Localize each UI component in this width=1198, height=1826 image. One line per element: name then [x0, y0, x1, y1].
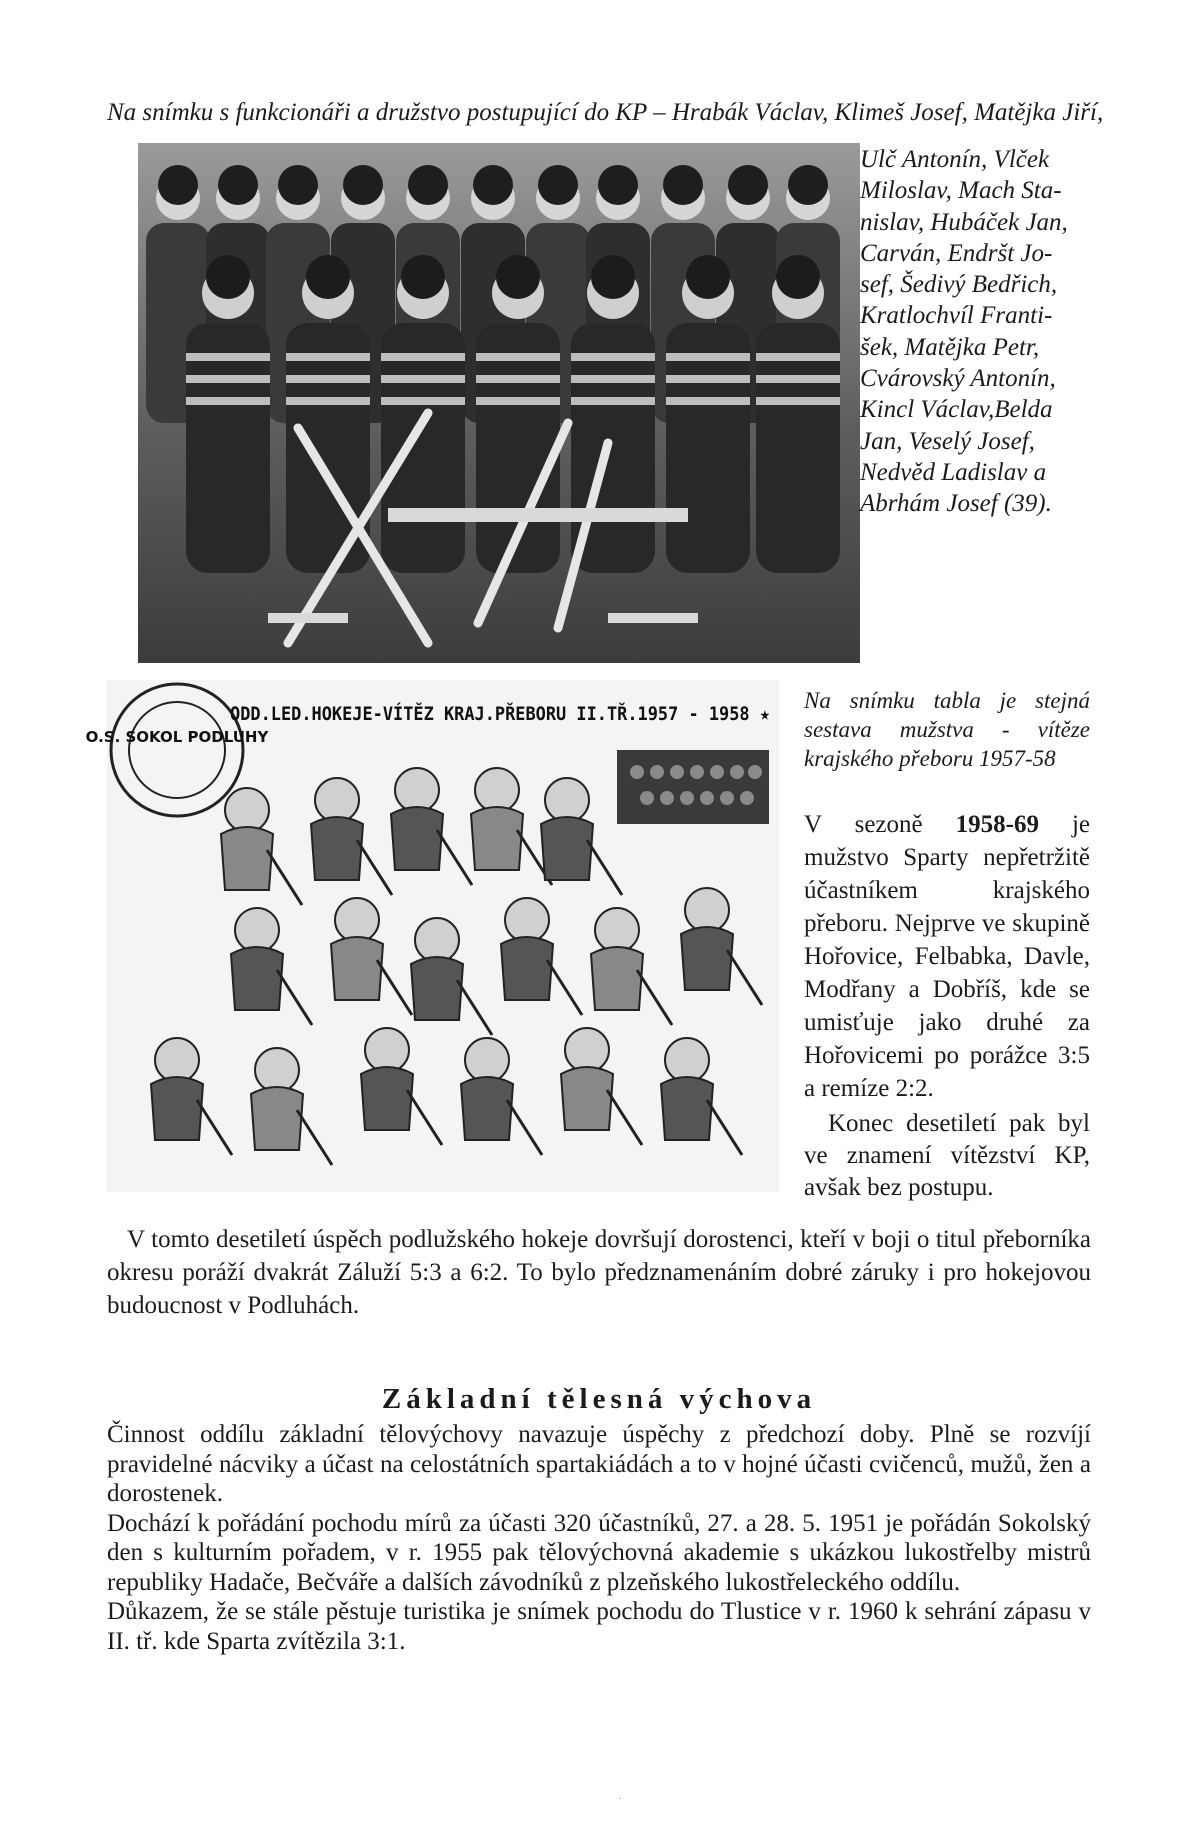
- section-heading: Základní tělesná výchova: [381, 1383, 817, 1415]
- team-names-line: sef, Šedivý Bedřich,: [860, 271, 1058, 299]
- team-photo-image: [138, 143, 860, 663]
- section-paragraph: Důkazem, že se stále pěstuje turistika je snímek pochodu do Tlustice v r. 1960 k sehrání zápasu v II. tř. kde Sparta zvítězila 3:1.: [107, 1598, 1091, 1655]
- team-names-line: Carván, Endršt Jo-: [860, 239, 1053, 267]
- page-speck: ·: [618, 1791, 622, 1805]
- team-names-line: Kratlochvíl Franti-: [860, 302, 1053, 330]
- section-paragraph: Dochází k pořádání pochodu mírů za účasti 320 účastníků, 27. a 28. 5. 1951 je pořádán Sokolský den s kulturním pořadem, v r. 1955 pak tělovýchovná akademie s ukázkou lukostřelby mistrů republiky Hadače, Bečváře a dalších závodníků z plzeňského lukostřeleckého oddílu.: [107, 1509, 1091, 1596]
- season-years: 1958-69: [955, 811, 1039, 838]
- team-names-line: Miloslav, Mach Sta-: [860, 177, 1062, 205]
- team-names-line: Jan, Veselý Josef,: [860, 427, 1035, 455]
- tablo-badge-text: O.S. SOKOL PODLUHY: [85, 728, 269, 746]
- season-text-after: je mužstvo Sparty nepřetržitě účastníkem krajského přeboru. Nejprve ve skupině Hořovice, Felbabka, Davle, Modřany a Dobříš, kde se umisťuje jako druhé za Hořovicemi po porážce 3:5 a remíze 2:2.: [804, 811, 1090, 1102]
- team-tablo-image: [85, 680, 837, 1192]
- decade-end-paragraph: Konec desetiletí pak byl ve znamení vítězství KP, avšak bez postupu.: [804, 1110, 1090, 1201]
- tablo-banner-text: ODD.LED.HOKEJE-VÍTĚZ KRAJ.PŘEBORU II.TŘ.1957 - 1958 ★: [230, 703, 837, 725]
- tablo-caption: Na snímku tabla je stejná sestava mužstva - vítěze krajského přeboru 1957-58: [804, 688, 1090, 771]
- tablo-drawing: [85, 680, 837, 1192]
- juniors-paragraph: V tomto desetiletí úspěch podlužského hokeje dovršují dorostenci, kteří v boji o titul přeborníka okresu poráží dvakrát Záluží 5:3 a 6:2. To bylo předznamenáním dobré záruky i pro hokejovou budoucnost v Podluhách.: [107, 1226, 1091, 1319]
- team-names-line: Kincl Václav,Belda: [860, 396, 1053, 424]
- team-names-line: Ulč Antonín, Vlček: [860, 146, 1050, 173]
- team-names-line: šek, Matějka Petr,: [860, 333, 1040, 361]
- season-text-before: V sezoně: [804, 811, 956, 838]
- team-names-line: nislav, Hubáček Jan,: [860, 208, 1068, 236]
- section-body: [107, 1420, 1091, 1656]
- team-names-line: Abrhám Josef (39).: [860, 490, 1052, 518]
- team-names-caption: [860, 144, 1088, 520]
- team-names-line: Cvárovský Antonín,: [860, 365, 1056, 393]
- section-paragraph: Činnost oddílu základní tělovýchovy navazuje úspěchy z předchozí doby. Plně se rozvíjí pravidelné nácviky a účast na celostátních spartakiádách a to v hojné účasti cvičenců, mužů, žen a dorostenek.: [107, 1421, 1091, 1507]
- team-names-line: Nedvěd Ladislav a: [860, 458, 1047, 486]
- tablo-inset-photo: [617, 750, 769, 824]
- season-paragraph: [804, 808, 1090, 1105]
- team-photo-caption: Na snímku s funkcionáři a družstvo postupující do KP – Hrabák Václav, Klimeš Josef, Matějka Jiří,: [107, 99, 1104, 126]
- team-photograph: [138, 143, 860, 663]
